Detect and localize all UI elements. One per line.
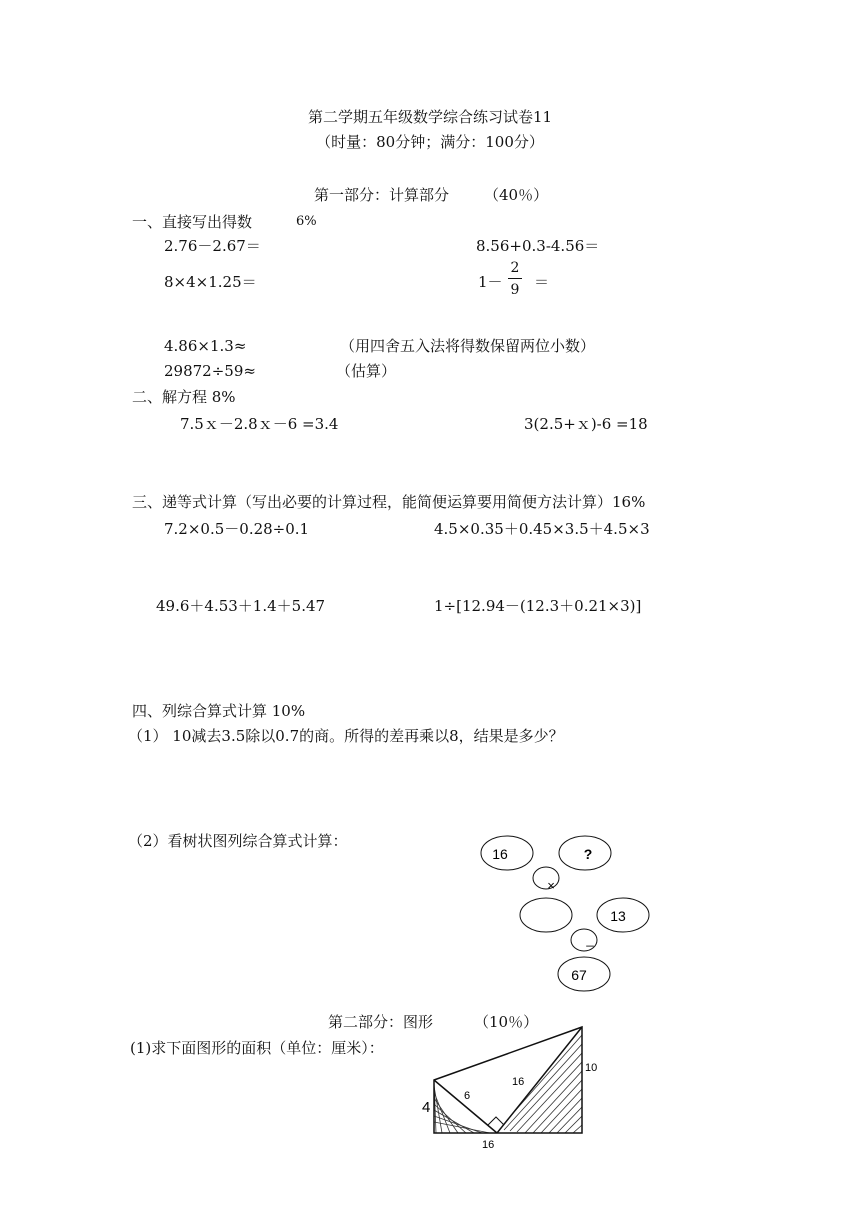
sec1-q4-prefix: 1－ — [478, 273, 503, 291]
sec2-eq1: 7.5ｘ－2.8ｘ－6 =3.4 — [180, 415, 339, 433]
sec4-q2: （2）看树状图列综合算式计算： — [128, 832, 348, 850]
sec1-q5: 4.86×1.3≈ — [164, 337, 247, 355]
sec1-q6: 29872÷59≈ — [164, 362, 256, 380]
sec3-e2: 4.5×0.35＋0.45×3.5＋4.5×3 — [434, 520, 650, 538]
sec1-title: 一、直接写出得数 — [132, 213, 253, 231]
part2-q1: (1)求下面图形的面积（单位：厘米）： — [130, 1039, 384, 1057]
svg-text:67: 67 — [571, 967, 587, 983]
label-left-height: 4 — [422, 1099, 431, 1116]
sec1-q3: 8×4×1.25＝ — [164, 273, 257, 291]
sec1-q6-note: （估算） — [336, 362, 397, 380]
sec3-e1: 7.2×0.5－0.28÷0.1 — [164, 520, 310, 538]
part2-title: 第二部分：图形 — [328, 1013, 434, 1031]
sec3-e3: 49.6＋4.53＋1.4＋5.47 — [156, 597, 326, 615]
svg-text:?: ? — [583, 846, 593, 862]
fraction-numerator: 2 — [510, 260, 520, 276]
part1-title: 第一部分：计算部分 — [314, 186, 450, 204]
fraction-denominator: 9 — [510, 282, 520, 298]
sec4-q1: （1） 10减去3.5除以0.7的商。所得的差再乘以8，结果是多少？ — [128, 727, 564, 745]
label-base: 16 — [482, 1139, 495, 1151]
sec2-title: 二、解方程 8% — [132, 388, 236, 406]
exam-title: 第二学期五年级数学综合练习试卷11 — [307, 108, 553, 126]
svg-text:×: × — [547, 878, 555, 893]
svg-text:_: _ — [586, 932, 594, 947]
exam-subtitle: （时量：80分钟；满分：100分） — [316, 133, 544, 151]
part1-percent: （40％） — [484, 186, 549, 204]
svg-text:13: 13 — [610, 908, 626, 924]
part2-percent: （10％） — [474, 1013, 539, 1031]
label-slant-long: 16 — [512, 1076, 525, 1088]
sec4-title: 四、列综合算式计算 10% — [132, 702, 306, 720]
label-right-height: 10 — [585, 1062, 598, 1074]
sec1-q1: 2.76－2.67＝ — [164, 237, 261, 255]
sec2-eq2: 3(2.5+ｘ)-6 =18 — [524, 415, 648, 433]
sec1-q2: 8.56+0.3-4.56＝ — [476, 237, 600, 255]
sec3-title: 三、递等式计算（写出必要的计算过程，能简便运算要用简便方法计算）16% — [132, 493, 646, 511]
sec1-score: 6% — [296, 214, 317, 229]
sec1-q4-suffix: ＝ — [534, 273, 550, 291]
sec1-q5-note: （用四舍五入法将得数保留两位小数） — [340, 337, 596, 355]
label-slant-short: 6 — [464, 1090, 471, 1102]
sec3-e4: 1÷[12.94－(12.3＋0.21×3)] — [434, 597, 642, 615]
svg-text:16: 16 — [492, 846, 508, 862]
